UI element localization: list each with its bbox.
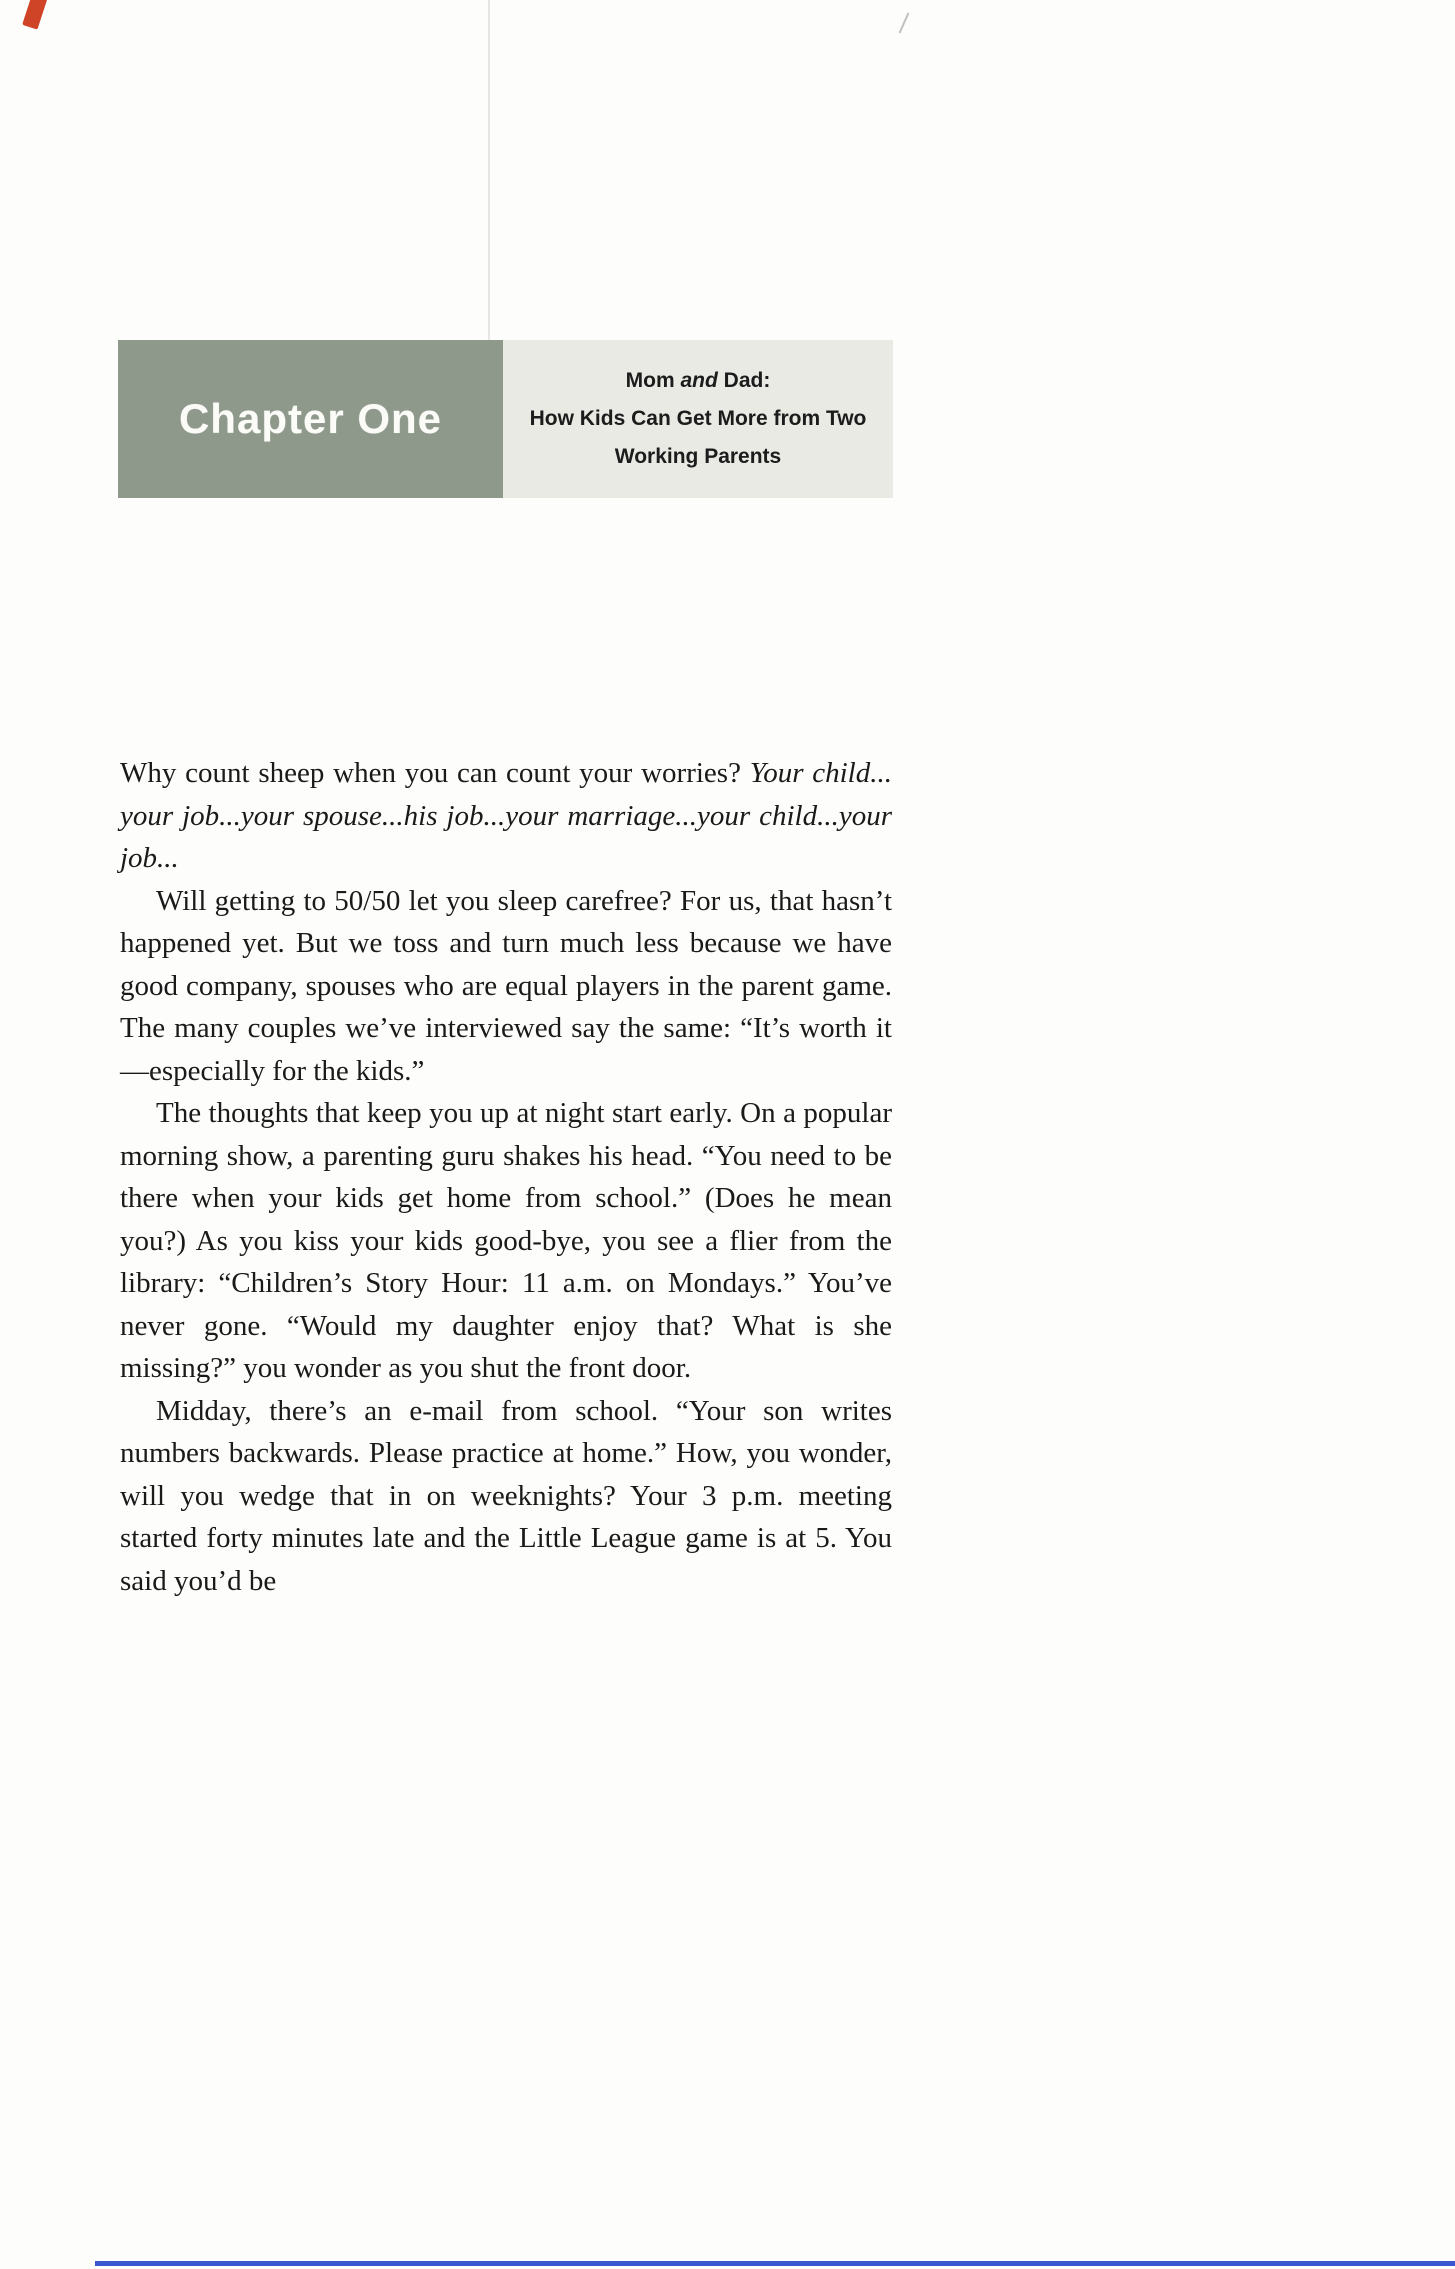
- chapter-header-band: [118, 340, 893, 498]
- chapter-title-line-3: Working Parents: [614, 445, 782, 468]
- title-line1-pre: Mom: [625, 369, 681, 392]
- title-line1-post: Dad:: [717, 369, 771, 392]
- pencil-slash-mark: [899, 13, 910, 34]
- chapter-title-line-1: [626, 362, 771, 400]
- red-scan-mark: [22, 0, 48, 30]
- paragraph-4: Midday, there’s an e-mail from school. “Your son writes numbers backwards. Please practice at home.” How, you wonder, will you wedge that in on weeknights? Your 3 p.m. meeting started forty minutes late and the Little League game is at 5. You said you’d be: [120, 1394, 892, 1597]
- chapter-title-line-2: How Kids Can Get More from Two: [529, 407, 867, 430]
- paragraph-2: Will getting to 50/50 let you sleep carefree? For us, that hasn’t happened yet. But we toss and turn much less because we have good company, spouses who are equal players in the parent game. The many couples we’ve interviewed say the same: “It’s worth it—especially for the kids.”: [120, 884, 892, 1087]
- paragraph-1: [120, 752, 892, 880]
- chapter-label: Chapter One: [178, 395, 443, 442]
- paragraph-3: The thoughts that keep you up at night start early. On a popular morning show, a parenting guru shakes his head. “You need to be there when your kids get home from school.” (Does he mean you?) As you kiss your kids good-bye, you see a flier from the library: “Children’s Story Hour: 11 a.m. on Mondays.” You’ve never gone. “Would my daughter enjoy that? What is she missing?” you wonder as you shut the front door.: [120, 1097, 892, 1384]
- fold-line-mark: [488, 0, 490, 345]
- chapter-title-box: [503, 340, 893, 498]
- chapter-box: [118, 340, 503, 498]
- title-line1-italic: and: [680, 369, 718, 392]
- paragraph-1-normal: Why count sheep when you can count your worries?: [120, 757, 750, 789]
- paragraph-1-italic: Your child... your job...your spouse...his job...your marriage...your child...your job...: [120, 757, 892, 874]
- blue-scan-line: [95, 2261, 1455, 2266]
- body-text-block: [120, 752, 892, 1602]
